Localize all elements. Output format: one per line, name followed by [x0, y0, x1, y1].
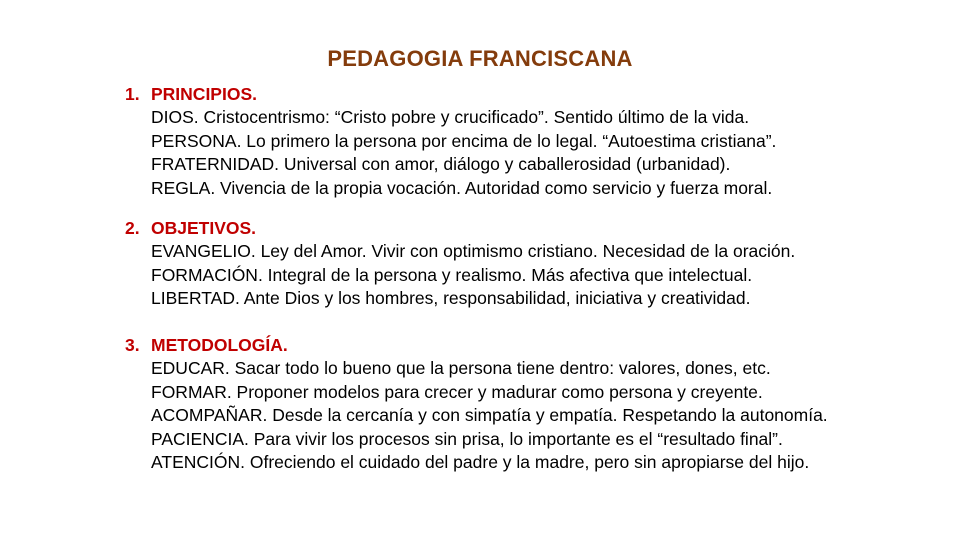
line-item: EVANGELIO. Ley del Amor. Vivir con optimismo cristiano. Necesidad de la oración. [151, 241, 796, 261]
line-item: EDUCAR. Sacar todo lo bueno que la persona tiene dentro: valores, dones, etc. [151, 358, 771, 378]
line-item: FRATERNIDAD. Universal con amor, diálogo y caballerosidad (urbanidad). [151, 154, 731, 174]
line-item: PACIENCIA. Para vivir los procesos sin prisa, lo importante es el “resultado final”. [151, 428, 783, 449]
section-label: METODOLOGÍA. [151, 335, 288, 355]
line-item: PERSONA. Lo primero la persona por encima de lo legal. “Autoestima cristiana”. [151, 130, 777, 151]
section-number: 3. [125, 335, 140, 355]
section-label: PRINCIPIOS. [151, 84, 257, 104]
section-principios [125, 82, 925, 200]
line-item: FORMACIÓN. Integral de la persona y realismo. Más afectiva que intelectual. [151, 264, 753, 285]
section-lines [125, 240, 925, 311]
section-lines [125, 357, 925, 475]
section-heading [125, 216, 925, 240]
line-item: FORMAR. Proponer modelos para crecer y madurar como persona y creyente. [151, 381, 763, 402]
section-metodologia [125, 333, 925, 475]
line-item: ACOMPAÑAR. Desde la cercanía y con simpatía y empatía. Respetando la autonomía. [151, 405, 828, 425]
line-item: LIBERTAD. Ante Dios y los hombres, responsabilidad, iniciativa y creatividad. [151, 288, 751, 308]
line-item: REGLA. Vivencia de la propia vocación. Autoridad como servicio y fuerza moral. [151, 177, 773, 198]
line-item: DIOS. Cristocentrismo: “Cristo pobre y crucificado”. Sentido último de la vida. [151, 107, 750, 127]
section-objetivos [125, 216, 925, 311]
section-label: OBJETIVOS. [151, 218, 257, 238]
section-number: 2. [125, 218, 140, 238]
section-number: 1. [125, 84, 140, 104]
section-heading [125, 82, 925, 106]
line-item: ATENCIÓN. Ofreciendo el cuidado del padre y la madre, pero sin apropiarse del hijo. [151, 452, 810, 472]
section-lines [125, 106, 925, 200]
section-heading [125, 333, 925, 357]
page-title: PEDAGOGIA FRANCISCANA [327, 46, 633, 71]
